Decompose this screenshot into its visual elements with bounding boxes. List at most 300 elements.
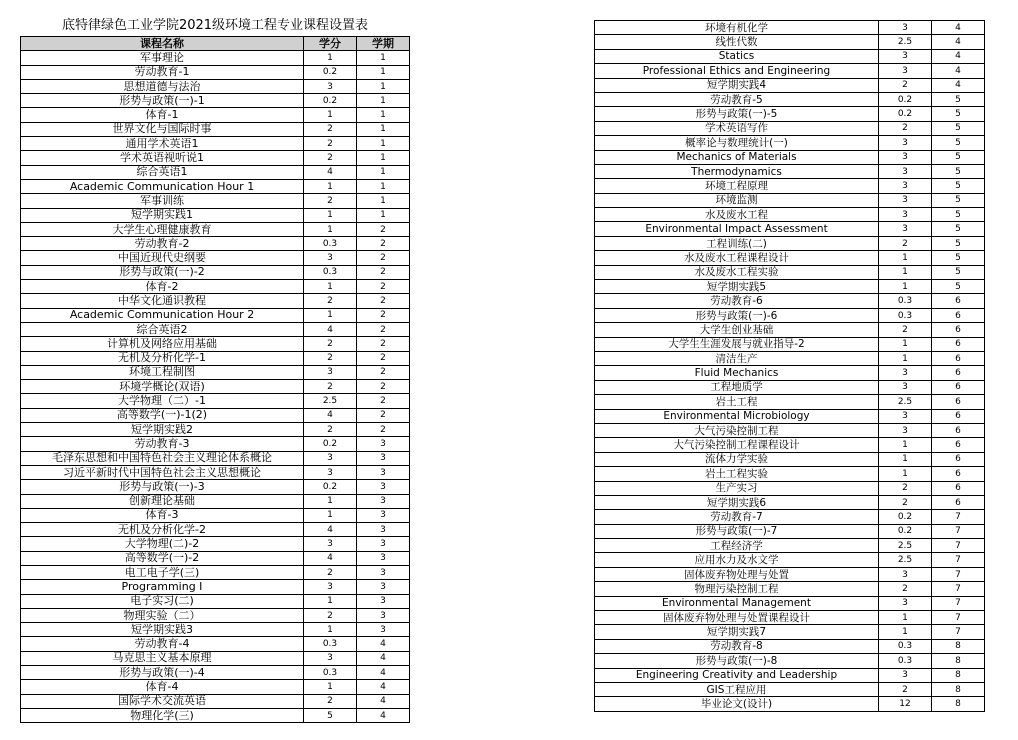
course-name-cell: 流体力学实验	[595, 452, 879, 466]
term-cell: 3	[357, 565, 410, 579]
course-name-cell: 电子实习(二)	[21, 594, 304, 608]
credit-cell: 3	[879, 380, 932, 394]
course-name-cell: 岩土工程实验	[595, 467, 879, 481]
credit-cell: 4	[304, 408, 357, 422]
table-row	[21, 79, 410, 93]
course-name-cell: 形势与政策(一)-3	[21, 480, 304, 494]
course-name-cell: 形势与政策(一)-2	[21, 265, 304, 279]
table-row	[595, 495, 985, 509]
course-name-cell: GIS工程应用	[595, 682, 879, 696]
table-row	[595, 236, 985, 250]
credit-cell: 4	[304, 523, 357, 537]
term-cell: 5	[932, 251, 985, 265]
term-cell: 6	[932, 395, 985, 409]
course-name-cell: 劳动教育-4	[21, 637, 304, 651]
course-name-cell: 大气污染控制工程	[595, 423, 879, 437]
term-cell: 2	[357, 408, 410, 422]
course-name-cell: 军事理论	[21, 51, 304, 65]
term-cell: 6	[932, 308, 985, 322]
table-row	[595, 682, 985, 696]
credit-cell: 3	[879, 21, 932, 35]
table-row	[21, 179, 410, 193]
table-row	[595, 395, 985, 409]
credit-cell: 0.3	[304, 637, 357, 651]
course-name-cell: 综合英语1	[21, 165, 304, 179]
course-name-cell: 毛泽东思想和中国特色社会主义理论体系概论	[21, 451, 304, 465]
table-row	[595, 35, 985, 49]
table-row	[21, 251, 410, 265]
credit-cell: 0.3	[304, 666, 357, 680]
course-name-cell: 短学期实践6	[595, 495, 879, 509]
course-name-cell: 思想道德与法治	[21, 79, 304, 93]
course-name-cell: 短学期实践5	[595, 280, 879, 294]
credit-cell: 3	[304, 537, 357, 551]
credit-cell: 0.3	[879, 308, 932, 322]
term-cell: 8	[932, 668, 985, 682]
credit-cell: 1	[304, 594, 357, 608]
table-row	[21, 680, 410, 694]
table-row	[21, 651, 410, 665]
credit-cell: 2	[879, 582, 932, 596]
course-name-cell: 环境学概论(双语)	[21, 380, 304, 394]
course-name-cell: 生产实习	[595, 481, 879, 495]
term-cell: 1	[357, 65, 410, 79]
course-name-cell: 短学期实践3	[21, 623, 304, 637]
term-cell: 8	[932, 639, 985, 653]
course-name-cell: 大学物理(二)-2	[21, 537, 304, 551]
course-name-cell: 环境工程制图	[21, 365, 304, 379]
term-cell: 7	[932, 524, 985, 538]
term-cell: 1	[357, 194, 410, 208]
course-name-cell: Academic Communication Hour 2	[21, 308, 304, 322]
credit-cell: 3	[879, 596, 932, 610]
table-row	[595, 467, 985, 481]
course-name-cell: 水及废水工程	[595, 208, 879, 222]
table-row	[21, 151, 410, 165]
credit-cell: 1	[304, 222, 357, 236]
term-cell: 1	[357, 179, 410, 193]
table-row	[595, 409, 985, 423]
table-row	[595, 337, 985, 351]
table-row	[595, 21, 985, 35]
course-name-cell: Environmental Management	[595, 596, 879, 610]
course-name-cell: 大学生创业基础	[595, 323, 879, 337]
term-cell: 5	[932, 208, 985, 222]
course-name-cell: 劳动教育-8	[595, 639, 879, 653]
table-row	[595, 582, 985, 596]
credit-cell: 2	[304, 151, 357, 165]
course-name-cell: 军事训练	[21, 194, 304, 208]
table-row	[595, 481, 985, 495]
table-row	[21, 294, 410, 308]
term-cell: 4	[357, 651, 410, 665]
course-name-cell: Academic Communication Hour 1	[21, 179, 304, 193]
credit-cell: 2	[879, 323, 932, 337]
table-row	[21, 423, 410, 437]
term-cell: 5	[932, 121, 985, 135]
course-name-cell: 体育-2	[21, 280, 304, 294]
term-cell: 2	[357, 394, 410, 408]
term-cell: 6	[932, 409, 985, 423]
table-row	[21, 208, 410, 222]
term-cell: 7	[932, 611, 985, 625]
table-row	[21, 694, 410, 708]
table-row	[21, 594, 410, 608]
course-name-cell: 体育-1	[21, 108, 304, 122]
course-name-cell: 工程训练(二)	[595, 236, 879, 250]
term-cell: 5	[932, 193, 985, 207]
credit-cell: 1	[304, 280, 357, 294]
table-row	[595, 539, 985, 553]
table-row	[21, 194, 410, 208]
course-name-cell: 形势与政策(一)-7	[595, 524, 879, 538]
course-name-cell: 学术英语写作	[595, 121, 879, 135]
term-cell: 2	[357, 237, 410, 251]
table-row	[21, 308, 410, 322]
credit-cell: 3	[304, 79, 357, 93]
credit-cell: 1	[304, 108, 357, 122]
table-row	[595, 164, 985, 178]
course-name-cell: 形势与政策(一)-1	[21, 94, 304, 108]
table-row	[595, 423, 985, 437]
credit-cell: 2	[879, 495, 932, 509]
table-row	[21, 380, 410, 394]
credit-cell: 2	[304, 380, 357, 394]
credit-cell: 0.3	[879, 294, 932, 308]
credit-cell: 2	[304, 294, 357, 308]
term-cell: 8	[932, 654, 985, 668]
credit-cell: 4	[304, 551, 357, 565]
term-cell: 8	[932, 697, 985, 711]
course-name-cell: 马克思主义基本原理	[21, 651, 304, 665]
course-name-cell: 概率论与数理统计(一)	[595, 136, 879, 150]
table-row	[21, 623, 410, 637]
course-name-cell: 环境工程原理	[595, 179, 879, 193]
term-cell: 3	[357, 508, 410, 522]
credit-cell: 1	[879, 467, 932, 481]
term-cell: 2	[357, 365, 410, 379]
table-row	[21, 437, 410, 451]
credit-cell: 1	[304, 680, 357, 694]
term-cell: 1	[357, 151, 410, 165]
credit-cell: 2.5	[879, 395, 932, 409]
term-cell: 3	[357, 480, 410, 494]
course-name-cell: 大学物理（二）-1	[21, 394, 304, 408]
course-name-cell: 短学期实践2	[21, 423, 304, 437]
course-name-cell: 创新理论基础	[21, 494, 304, 508]
credit-cell: 2	[879, 481, 932, 495]
credit-cell: 1	[304, 179, 357, 193]
term-cell: 3	[357, 594, 410, 608]
term-cell: 5	[932, 265, 985, 279]
course-name-cell: 形势与政策(一)-5	[595, 107, 879, 121]
term-cell: 4	[932, 21, 985, 35]
course-name-cell: 水及废水工程课程设计	[595, 251, 879, 265]
credit-cell: 3	[879, 409, 932, 423]
term-cell: 5	[932, 236, 985, 250]
term-cell: 2	[357, 351, 410, 365]
document-title: 底特律绿色工业学院2021级环境工程专业课程设置表	[61, 18, 369, 33]
course-name-cell: 工程经济学	[595, 539, 879, 553]
course-name-cell: 清洁生产	[595, 351, 879, 365]
credit-cell: 2	[304, 337, 357, 351]
credit-cell: 3	[879, 150, 932, 164]
credit-cell: 2.5	[879, 553, 932, 567]
credit-cell: 1	[304, 508, 357, 522]
course-name-cell: Thermodynamics	[595, 164, 879, 178]
table-row	[595, 280, 985, 294]
term-cell: 6	[932, 452, 985, 466]
course-name-cell: 环境监测	[595, 193, 879, 207]
term-cell: 1	[357, 122, 410, 136]
term-cell: 4	[357, 666, 410, 680]
course-name-cell: 大气污染控制工程课程设计	[595, 438, 879, 452]
course-name-cell: 岩土工程	[595, 395, 879, 409]
term-cell: 7	[932, 596, 985, 610]
table-row	[595, 697, 985, 711]
credit-cell: 1	[879, 452, 932, 466]
term-cell: 2	[357, 251, 410, 265]
term-cell: 4	[357, 708, 410, 722]
credit-cell: 3	[879, 164, 932, 178]
course-table-right	[594, 20, 985, 712]
term-cell: 2	[357, 308, 410, 322]
course-name-cell: Mechanics of Materials	[595, 150, 879, 164]
course-name-cell: 体育-4	[21, 680, 304, 694]
credit-cell: 2	[879, 78, 932, 92]
course-name-cell: 短学期实践7	[595, 625, 879, 639]
table-row	[595, 179, 985, 193]
credit-cell: 0.2	[879, 524, 932, 538]
course-name-cell: 水及废水工程实验	[595, 265, 879, 279]
table-row	[595, 136, 985, 150]
credit-cell: 1	[304, 208, 357, 222]
credit-cell: 0.3	[304, 265, 357, 279]
credit-cell: 0.2	[304, 480, 357, 494]
term-cell: 7	[932, 582, 985, 596]
term-cell: 5	[932, 92, 985, 106]
table-row	[595, 524, 985, 538]
credit-cell: 3	[879, 64, 932, 78]
credit-cell: 3	[304, 251, 357, 265]
table-row	[595, 366, 985, 380]
credit-cell: 1	[879, 251, 932, 265]
course-name-cell: 高等数学(一)-1(2)	[21, 408, 304, 422]
credit-cell: 1	[879, 280, 932, 294]
table-row	[21, 337, 410, 351]
term-cell: 6	[932, 366, 985, 380]
term-cell: 4	[932, 35, 985, 49]
term-cell: 7	[932, 625, 985, 639]
table-row	[21, 608, 410, 622]
table-row	[595, 308, 985, 322]
term-cell: 2	[357, 265, 410, 279]
credit-cell: 3	[304, 365, 357, 379]
credit-cell: 0.2	[879, 92, 932, 106]
credit-cell: 2	[304, 608, 357, 622]
table-row	[21, 165, 410, 179]
credit-cell: 2	[304, 137, 357, 151]
course-name-cell: 线性代数	[595, 35, 879, 49]
credit-cell: 2	[879, 236, 932, 250]
credit-cell: 0.3	[304, 237, 357, 251]
term-cell: 3	[357, 608, 410, 622]
term-cell: 3	[357, 537, 410, 551]
table-row	[595, 121, 985, 135]
course-name-cell: 物理污染控制工程	[595, 582, 879, 596]
table-row	[21, 94, 410, 108]
term-cell: 2	[357, 222, 410, 236]
credit-cell: 3	[304, 451, 357, 465]
term-cell: 6	[932, 351, 985, 365]
course-name-cell: 形势与政策(一)-4	[21, 666, 304, 680]
term-cell: 1	[357, 79, 410, 93]
term-cell: 5	[932, 179, 985, 193]
table-row	[595, 380, 985, 394]
credit-cell: 1	[304, 494, 357, 508]
table-row	[21, 551, 410, 565]
table-row	[21, 451, 410, 465]
table-row	[21, 708, 410, 722]
course-name-cell: 形势与政策(一)-8	[595, 654, 879, 668]
credit-cell: 2	[304, 694, 357, 708]
table-row	[595, 265, 985, 279]
table-row	[21, 408, 410, 422]
term-cell: 4	[932, 64, 985, 78]
course-name-cell: 无机及分析化学-2	[21, 523, 304, 537]
credit-cell: 2	[304, 194, 357, 208]
term-cell: 2	[357, 423, 410, 437]
term-cell: 6	[932, 294, 985, 308]
term-cell: 3	[357, 494, 410, 508]
term-cell: 5	[932, 150, 985, 164]
course-name-cell: 固体废弃物处理与处置	[595, 567, 879, 581]
course-name-cell: 计算机及网络应用基础	[21, 337, 304, 351]
table-row	[21, 565, 410, 579]
term-cell: 4	[932, 49, 985, 63]
course-name-cell: 劳动教育-1	[21, 65, 304, 79]
credit-cell: 2	[304, 423, 357, 437]
credit-cell: 2	[879, 121, 932, 135]
credit-cell: 0.2	[879, 510, 932, 524]
term-cell: 5	[932, 280, 985, 294]
course-name-cell: 劳动教育-5	[595, 92, 879, 106]
credit-cell: 0.3	[879, 654, 932, 668]
table-row	[21, 351, 410, 365]
term-cell: 8	[932, 682, 985, 696]
term-cell: 3	[357, 551, 410, 565]
term-cell: 2	[357, 380, 410, 394]
credit-cell: 3	[879, 179, 932, 193]
table-row	[21, 280, 410, 294]
course-name-cell: Engineering Creativity and Leadership	[595, 668, 879, 682]
table-row	[595, 208, 985, 222]
table-row	[21, 265, 410, 279]
term-cell: 2	[357, 280, 410, 294]
table-row	[595, 567, 985, 581]
table-row	[21, 237, 410, 251]
table-row	[595, 107, 985, 121]
credit-cell: 3	[879, 193, 932, 207]
course-name-cell: 高等数学(一)-2	[21, 551, 304, 565]
table-row	[21, 523, 410, 537]
term-cell: 4	[357, 694, 410, 708]
credit-cell: 3	[879, 136, 932, 150]
course-name-cell: Statics	[595, 49, 879, 63]
course-name-cell: 物理实验（二）	[21, 608, 304, 622]
term-cell: 6	[932, 467, 985, 481]
table-row	[595, 251, 985, 265]
table-row	[21, 65, 410, 79]
credit-cell: 12	[879, 697, 932, 711]
table-row	[595, 625, 985, 639]
term-cell: 3	[357, 623, 410, 637]
credit-cell: 2	[304, 351, 357, 365]
course-name-cell: Programming Ⅰ	[21, 580, 304, 594]
course-name-cell: 应用水力及水文学	[595, 553, 879, 567]
course-name-cell: 劳动教育-2	[21, 237, 304, 251]
credit-cell: 3	[304, 651, 357, 665]
term-cell: 1	[357, 165, 410, 179]
credit-cell: 3	[304, 580, 357, 594]
term-cell: 4	[357, 637, 410, 651]
table-row	[21, 108, 410, 122]
term-cell: 5	[932, 222, 985, 236]
course-name-cell: 大学生心理健康教育	[21, 222, 304, 236]
course-name-cell: 通用学术英语1	[21, 137, 304, 151]
credit-cell: 2.5	[304, 394, 357, 408]
term-cell: 3	[357, 580, 410, 594]
credit-cell: 0.2	[304, 94, 357, 108]
credit-cell: 3	[304, 465, 357, 479]
table-row	[595, 639, 985, 653]
table-row	[595, 668, 985, 682]
table-row	[21, 51, 410, 65]
term-cell: 5	[932, 136, 985, 150]
table-row	[21, 365, 410, 379]
credit-cell: 3	[879, 567, 932, 581]
table-row	[21, 322, 410, 336]
credit-cell: 3	[879, 49, 932, 63]
credit-cell: 3	[879, 208, 932, 222]
course-name-cell: 无机及分析化学-1	[21, 351, 304, 365]
table-row	[21, 666, 410, 680]
table-row	[595, 553, 985, 567]
course-name-cell: 习近平新时代中国特色社会主义思想概论	[21, 465, 304, 479]
credit-cell: 2.5	[879, 539, 932, 553]
credit-cell: 1	[879, 438, 932, 452]
term-cell: 1	[357, 51, 410, 65]
table-header-row	[21, 37, 410, 51]
term-cell: 2	[357, 322, 410, 336]
term-cell: 4	[357, 680, 410, 694]
table-row	[595, 596, 985, 610]
credit-cell: 0.2	[304, 65, 357, 79]
credit-cell: 1	[304, 308, 357, 322]
credit-cell: 3	[879, 423, 932, 437]
term-cell: 5	[932, 164, 985, 178]
credit-cell: 1	[879, 337, 932, 351]
term-cell: 3	[357, 523, 410, 537]
header-credit: 学分	[304, 37, 357, 51]
table-row	[595, 222, 985, 236]
course-name-cell: 劳动教育-6	[595, 294, 879, 308]
credit-cell: 3	[879, 668, 932, 682]
course-name-cell: 劳动教育-3	[21, 437, 304, 451]
term-cell: 4	[932, 78, 985, 92]
credit-cell: 1	[879, 351, 932, 365]
course-name-cell: 劳动教育-7	[595, 510, 879, 524]
